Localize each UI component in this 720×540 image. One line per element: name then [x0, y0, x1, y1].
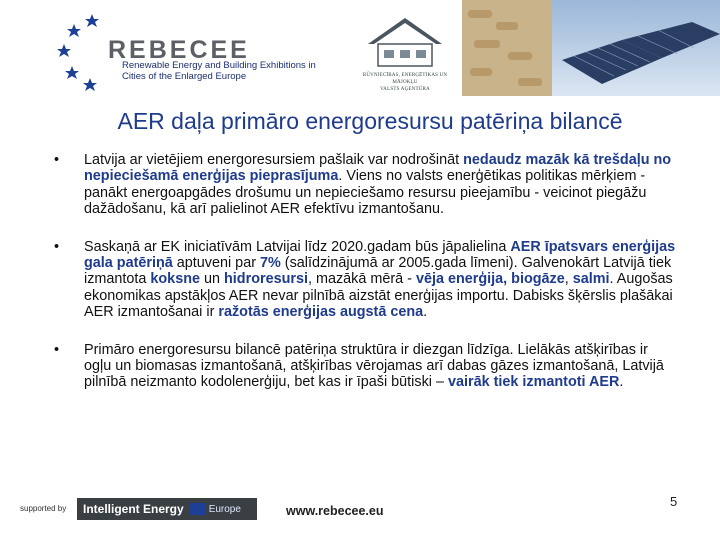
- bullet-item: [54, 239, 679, 321]
- agency-name-line2: VALSTS AĢENTŪRA: [380, 87, 430, 92]
- bullet-text: (salīdzinājumā ar 2005.gada līmeni). Galvenokārt Latvijā tiek izmantota: [84, 255, 672, 288]
- bullet-item: [54, 152, 679, 218]
- ie-europe-mark: [190, 503, 241, 515]
- bullet-text: ,: [564, 271, 573, 288]
- bullet-symbol: •: [54, 152, 60, 168]
- bullet-list: [54, 152, 679, 412]
- bullet-text: Latvija ar vietējiem energoresursiem pašlaik var nodrošināt: [84, 152, 464, 168]
- agency-name: [350, 72, 460, 93]
- bullet-text: un: [200, 271, 225, 288]
- supported-by-label: supported by: [20, 504, 67, 513]
- intelligent-energy-logo: [77, 498, 257, 520]
- bullet-text: .: [423, 304, 428, 321]
- bullet-text: aptuveni par: [172, 255, 260, 272]
- bullet-text: . Viens no valsts enerģētikas politikas mērķiem - panākt energoapgādes drošumu un nepieciešamo resursu pieejamību - veicinot piegāžu dažādošanu, kā arī palielinot AER efektīvu izmantošanu.: [84, 168, 647, 218]
- bullet-item: [54, 342, 679, 391]
- bullet-text: , mazākā mērā -: [308, 271, 416, 288]
- ie-europe-text: Europe: [208, 503, 241, 515]
- highlighted-text: hidroresursi: [224, 271, 308, 288]
- logo-subtitle-line2: Cities of the Enlarged Europe: [122, 71, 247, 82]
- bullet-text: .: [619, 374, 624, 391]
- header-photo-strip: [462, 0, 720, 96]
- logo-subtitle-line1: Renewable Energy and Building Exhibitions in: [122, 60, 316, 71]
- page-number: 5: [670, 494, 678, 509]
- footer-url[interactable]: www.rebecee.eu: [286, 504, 384, 518]
- bullet-text: Primāro energoresursu bilancē patēriņa struktūra ir diezgan līdzīga. Lielākās atšķirības ir ogļu un biomasas izmantošanā, atšķirības vērojamas arī dabas gāzes izmantošanā, Latvijā pilnībā neizmanto kodolenerģiju, bet kas ir īpaši būtiski –: [84, 341, 664, 391]
- bullet-text: . Augošas ekonomikas apstākļos AER nevar pilnībā aizstāt enerģijas importu. Dabisks šķērslis plašākai AER izmantošanai ir: [84, 271, 673, 321]
- eu-flag-icon: [190, 503, 206, 515]
- highlighted-text: vairāk tiek izmantoti AER: [447, 374, 620, 391]
- bullet-symbol: •: [54, 238, 60, 255]
- slide-title: AER daļa primāro energoresursu patēriņa bilancē: [117, 108, 623, 134]
- highlighted-text: salmi: [572, 271, 610, 288]
- bullet-text: Saskaņā ar EK iniciatīvām Latvijai līdz 2020.gadam būs jāpalielina: [84, 238, 511, 255]
- highlighted-text: 7%: [259, 255, 281, 272]
- house-icon: [350, 10, 460, 70]
- highlighted-text: nedaudz mazāk kā trešdaļu no nepieciešamā enerģijas pieprasījuma: [84, 152, 672, 185]
- rebecee-logo: [52, 8, 342, 94]
- bullet-symbol: •: [54, 341, 60, 358]
- agency-logo: [350, 10, 460, 100]
- logo-title: REBECEE: [108, 36, 250, 64]
- agency-name-line1: BŪVNIECĪBAS, ENERĢĒTIKAS UN MĀJOKĻU: [362, 73, 448, 85]
- logo-subtitle: [122, 60, 372, 82]
- highlighted-text: AER īpatsvars enerģijas gala patēriņā: [84, 238, 676, 272]
- highlighted-text: vēja enerģija, biogāze: [415, 271, 565, 288]
- highlighted-text: ražotās enerģijas augstā cena: [218, 304, 424, 321]
- ie-logo-text: Intelligent Energy: [83, 502, 184, 516]
- slide-header: [0, 0, 720, 105]
- highlighted-text: koksne: [150, 271, 200, 288]
